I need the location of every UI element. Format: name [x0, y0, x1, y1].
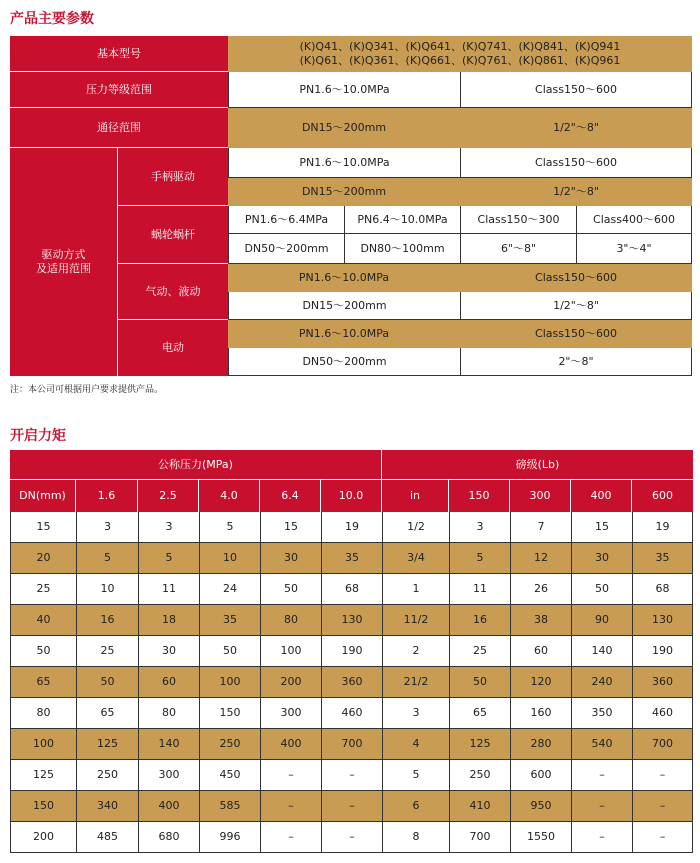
- value-size-dn: DN15～200mm: [228, 108, 460, 148]
- table-cell: 35: [632, 543, 693, 574]
- table-cell: 12: [510, 543, 571, 574]
- table-cell: 80: [138, 698, 199, 729]
- column-header: 400: [571, 480, 632, 512]
- table-cell: 140: [571, 636, 632, 667]
- label-pneumatic: 气动、液动: [118, 264, 228, 320]
- table-cell: 15: [571, 512, 632, 543]
- table-cell: 100: [10, 729, 76, 760]
- table-cell: 3: [382, 698, 449, 729]
- table-cell: 15: [260, 512, 321, 543]
- electric-inch: 2"～8": [460, 348, 692, 376]
- table-cell: 340: [76, 791, 138, 822]
- table-cell: 11: [138, 574, 199, 605]
- table-cell: 16: [449, 605, 510, 636]
- label-pressure: 压力等级范围: [10, 72, 228, 108]
- table-cell: 130: [321, 605, 382, 636]
- table-cell: 50: [449, 667, 510, 698]
- table-cell: 680: [138, 822, 199, 853]
- table-cell: 140: [138, 729, 199, 760]
- table-cell: –: [260, 791, 321, 822]
- group-pressure-header: 公称压力(MPa): [10, 450, 382, 480]
- worm-pn-low: PN1.6～6.4MPa: [228, 206, 344, 234]
- table-cell: –: [571, 791, 632, 822]
- table-cell: 11: [449, 574, 510, 605]
- table-cell: 60: [138, 667, 199, 698]
- table-cell: 8: [382, 822, 449, 853]
- handle-dn: DN15～200mm: [228, 178, 460, 206]
- table-cell: 2: [382, 636, 449, 667]
- handle-pn: PN1.6～10.0MPa: [228, 148, 460, 178]
- table-cell: –: [260, 760, 321, 791]
- table-cell: 350: [571, 698, 632, 729]
- value-model: (K)Q41、(K)Q341、(K)Q641、(K)Q741、(K)Q841、(K)Q941 (K)Q61、(K)Q361、(K)Q661、(K)Q761、(K)Q861、(K)Q961: [228, 36, 692, 72]
- label-size: 通径范围: [10, 108, 228, 148]
- table-cell: 200: [260, 667, 321, 698]
- table-cell: 68: [632, 574, 693, 605]
- table-cell: 600: [510, 760, 571, 791]
- table-cell: 130: [632, 605, 693, 636]
- table-cell: –: [321, 791, 382, 822]
- value-pressure-class: Class150～600: [460, 72, 692, 108]
- table-cell: 300: [138, 760, 199, 791]
- table-cell: 250: [199, 729, 260, 760]
- table-cell: 26: [510, 574, 571, 605]
- table-cell: 950: [510, 791, 571, 822]
- column-header: DN(mm): [10, 480, 76, 512]
- table-cell: 1/2: [382, 512, 449, 543]
- table-cell: 700: [449, 822, 510, 853]
- table-cell: 19: [632, 512, 693, 543]
- table-cell: 585: [199, 791, 260, 822]
- table-cell: 11/2: [382, 605, 449, 636]
- table-cell: –: [321, 822, 382, 853]
- table-cell: 90: [571, 605, 632, 636]
- table-cell: 50: [571, 574, 632, 605]
- table-cell: 18: [138, 605, 199, 636]
- table-cell: 24: [199, 574, 260, 605]
- label-drive: 驱动方式 及适用范围: [10, 148, 118, 376]
- table-cell: 65: [76, 698, 138, 729]
- table-cell: 540: [571, 729, 632, 760]
- table-cell: 450: [199, 760, 260, 791]
- table-cell: 7: [510, 512, 571, 543]
- table-cell: 21/2: [382, 667, 449, 698]
- footnote: 注：本公司可根据用户要求提供产品。: [10, 385, 164, 395]
- table-cell: 5: [449, 543, 510, 574]
- table-cell: 80: [260, 605, 321, 636]
- pneumatic-pn: PN1.6～10.0MPa: [228, 264, 460, 292]
- table-cell: 50: [199, 636, 260, 667]
- table-cell: 30: [138, 636, 199, 667]
- table-cell: 25: [10, 574, 76, 605]
- electric-pn: PN1.6～10.0MPa: [228, 320, 460, 348]
- table-cell: –: [632, 791, 693, 822]
- handle-inch: 1/2"～8": [460, 178, 692, 206]
- table-cell: 25: [449, 636, 510, 667]
- label-handle: 手柄驱动: [118, 148, 228, 206]
- table-cell: 35: [199, 605, 260, 636]
- table-cell: –: [321, 760, 382, 791]
- pneumatic-dn: DN15～200mm: [228, 292, 460, 320]
- pneumatic-class: Class150～600: [460, 264, 692, 292]
- table-cell: 30: [571, 543, 632, 574]
- pneumatic-inch: 1/2"～8": [460, 292, 692, 320]
- table-cell: 400: [138, 791, 199, 822]
- value-pressure-pn: PN1.6～10.0MPa: [228, 72, 460, 108]
- column-header: 10.0: [321, 480, 382, 512]
- group-lb-header: 磅级(Lb): [382, 450, 693, 480]
- table-cell: 38: [510, 605, 571, 636]
- table-cell: 68: [321, 574, 382, 605]
- table-cell: 15: [10, 512, 76, 543]
- table-cell: 3/4: [382, 543, 449, 574]
- table-cell: 1550: [510, 822, 571, 853]
- table-cell: 50: [76, 667, 138, 698]
- table-cell: 40: [10, 605, 76, 636]
- worm-class-low: Class150～300: [460, 206, 576, 234]
- table-cell: 65: [10, 667, 76, 698]
- column-header: 150: [449, 480, 510, 512]
- table-cell: 5: [382, 760, 449, 791]
- section1-title: 产品主要参数: [10, 11, 94, 27]
- table-cell: 10: [76, 574, 138, 605]
- table-cell: 280: [510, 729, 571, 760]
- column-header: in: [382, 480, 449, 512]
- worm-class-high: Class400～600: [576, 206, 692, 234]
- table-cell: 240: [571, 667, 632, 698]
- value-size-inch: 1/2"～8": [460, 108, 692, 148]
- table-cell: 460: [321, 698, 382, 729]
- table-cell: 60: [510, 636, 571, 667]
- table-cell: 190: [321, 636, 382, 667]
- table-cell: 65: [449, 698, 510, 729]
- table-cell: 5: [76, 543, 138, 574]
- table-cell: 410: [449, 791, 510, 822]
- table-cell: 5: [199, 512, 260, 543]
- table-cell: 996: [199, 822, 260, 853]
- column-header: 1.6: [76, 480, 138, 512]
- table-cell: –: [632, 822, 693, 853]
- handle-class: Class150～600: [460, 148, 692, 178]
- label-worm: 蜗轮蜗杆: [118, 206, 228, 264]
- table-cell: 80: [10, 698, 76, 729]
- table-cell: –: [632, 760, 693, 791]
- table-cell: 20: [10, 543, 76, 574]
- table-cell: 4: [382, 729, 449, 760]
- table-cell: 250: [76, 760, 138, 791]
- table-cell: 200: [10, 822, 76, 853]
- table-cell: 120: [510, 667, 571, 698]
- table-cell: 700: [321, 729, 382, 760]
- table-cell: 250: [449, 760, 510, 791]
- table-cell: 100: [260, 636, 321, 667]
- table-cell: 19: [321, 512, 382, 543]
- worm-inch-high: 3"～4": [576, 234, 692, 264]
- label-model: 基本型号: [10, 36, 228, 72]
- label-electric: 电动: [118, 320, 228, 376]
- table-cell: 3: [449, 512, 510, 543]
- table-cell: 6: [382, 791, 449, 822]
- table-cell: 160: [510, 698, 571, 729]
- worm-dn-low: DN50～200mm: [228, 234, 344, 264]
- table-cell: 700: [632, 729, 693, 760]
- table-cell: 1: [382, 574, 449, 605]
- column-header: 2.5: [138, 480, 199, 512]
- table-cell: 100: [199, 667, 260, 698]
- table-cell: 485: [76, 822, 138, 853]
- section2-title: 开启力矩: [10, 428, 66, 444]
- worm-inch-low: 6"～8": [460, 234, 576, 264]
- table-cell: 25: [76, 636, 138, 667]
- table-cell: 30: [260, 543, 321, 574]
- table-cell: 150: [10, 791, 76, 822]
- table-cell: –: [571, 760, 632, 791]
- column-header: 4.0: [199, 480, 260, 512]
- table-cell: 190: [632, 636, 693, 667]
- table-cell: 125: [76, 729, 138, 760]
- column-header: 600: [632, 480, 693, 512]
- table-cell: –: [571, 822, 632, 853]
- table-cell: 400: [260, 729, 321, 760]
- table-cell: 360: [632, 667, 693, 698]
- electric-class: Class150～600: [460, 320, 692, 348]
- table-cell: 125: [10, 760, 76, 791]
- table-cell: 5: [138, 543, 199, 574]
- table-cell: 125: [449, 729, 510, 760]
- table-cell: –: [260, 822, 321, 853]
- worm-pn-high: PN6.4～10.0MPa: [344, 206, 460, 234]
- column-header: 6.4: [260, 480, 321, 512]
- table-cell: 150: [199, 698, 260, 729]
- table-cell: 300: [260, 698, 321, 729]
- table-cell: 35: [321, 543, 382, 574]
- electric-dn: DN50～200mm: [228, 348, 460, 376]
- table-cell: 50: [10, 636, 76, 667]
- table-cell: 50: [260, 574, 321, 605]
- worm-dn-high: DN80～100mm: [344, 234, 460, 264]
- table-cell: 360: [321, 667, 382, 698]
- column-header: 300: [510, 480, 571, 512]
- table-cell: 3: [76, 512, 138, 543]
- table-cell: 460: [632, 698, 693, 729]
- table-cell: 16: [76, 605, 138, 636]
- table-cell: 10: [199, 543, 260, 574]
- table-cell: 3: [138, 512, 199, 543]
